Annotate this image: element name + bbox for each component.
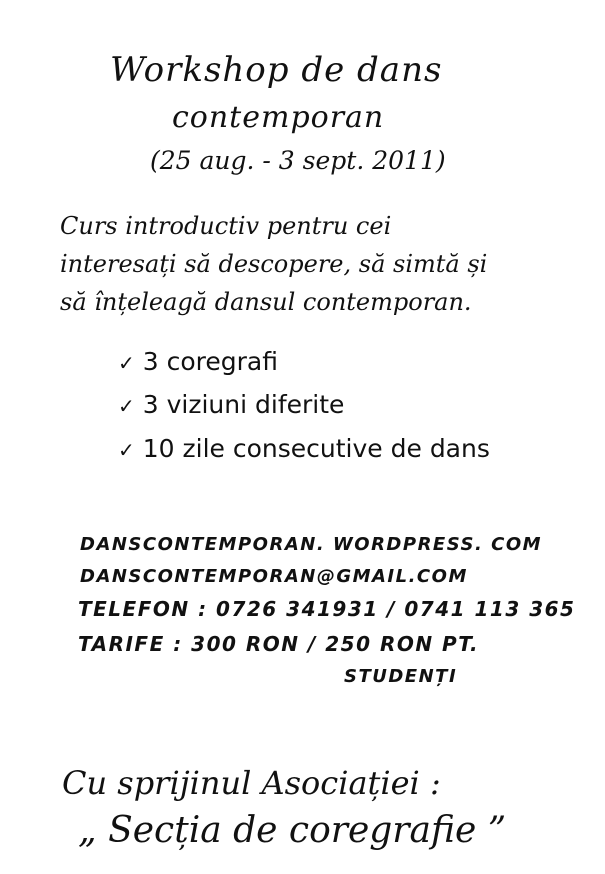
title-line-2: contemporan — [172, 100, 385, 135]
workshop-dates: (25 aug. - 3 sept. 2011) — [150, 146, 446, 175]
description-line-2: interesați să descopere, să simtă și — [60, 250, 488, 278]
check-icon: ✓ — [118, 394, 135, 418]
phone-text: TELEFON : 0726 341931 / 0741 113 365 — [78, 597, 576, 621]
bullet-item — [118, 434, 490, 463]
fees-text: TARIFE : 300 RON / 250 RON PT. — [78, 632, 480, 656]
description-line-1: Curs introductiv pentru cei — [60, 212, 392, 240]
support-line-1: Cu sprijinul Asociației : — [62, 764, 441, 802]
check-icon: ✓ — [118, 351, 135, 375]
check-icon: ✓ — [118, 438, 135, 462]
bullet-item — [118, 390, 344, 419]
bullet-item — [118, 347, 278, 376]
fees-note: STUDENȚI — [344, 666, 458, 687]
title-line-1: Workshop de dans — [110, 50, 443, 90]
bullet-text: 3 coregrafi — [142, 347, 278, 376]
website-text: DANSCONTEMPORAN. WORDPRESS. COM — [80, 534, 543, 555]
description-line-3: să înțeleagă dansul contemporan. — [60, 288, 472, 316]
email-text: DANSCONTEMPORAN@GMAIL.COM — [80, 566, 468, 587]
support-line-2: „ Secția de coregrafie ” — [78, 810, 507, 851]
bullet-text: 10 zile consecutive de dans — [142, 434, 490, 463]
bullet-text: 3 viziuni diferite — [142, 390, 345, 419]
